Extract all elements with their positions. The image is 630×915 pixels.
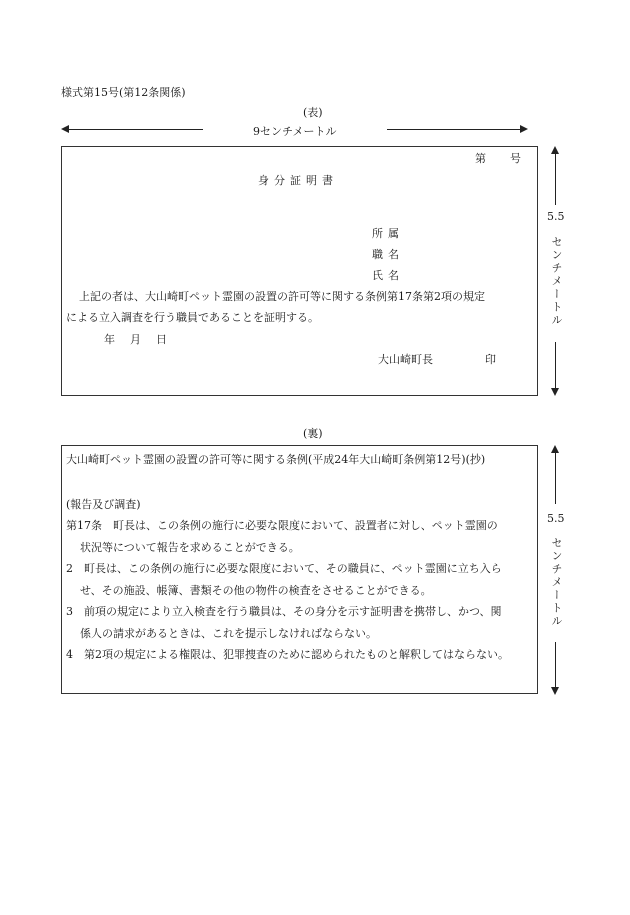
- arrow-down-icon: [551, 388, 559, 396]
- front-height-unit: センチメートル: [550, 236, 563, 327]
- name-label: 氏名: [372, 269, 404, 282]
- width-dimension-label: 9センチメートル: [253, 125, 337, 138]
- card-title: 身分証明書: [258, 174, 338, 187]
- law-title: 大山崎町ペット霊園の設置の許可等に関する条例(平成24年大山崎町条例第12号)(抄): [66, 453, 486, 466]
- front-height-number: 5.5: [547, 210, 565, 223]
- number-suffix: 号: [510, 152, 521, 165]
- paragraph-4-line-1: 4 第2項の規定による権限は、犯罪捜査のために認められたものと解釈してはならない。: [66, 648, 509, 661]
- back-height-number: 5.5: [547, 512, 565, 525]
- section-heading: (報告及び調査): [66, 498, 141, 511]
- affiliation-label: 所属: [372, 227, 404, 240]
- arrow-right-icon: [520, 125, 528, 133]
- width-dimension-line-left: [68, 129, 203, 130]
- certification-line-1: 上記の者は、大山崎町ペット霊園の設置の許可等に関する条例第17条第2項の規定: [79, 290, 485, 303]
- back-height-line-bottom: [555, 642, 556, 687]
- paragraph-3-line-2: 係人の請求があるときは、これを提示しなければならない。: [80, 627, 377, 640]
- issue-date: 年 月 日: [104, 333, 169, 346]
- front-height-line-top: [555, 153, 556, 205]
- certification-line-2: による立入調査を行う職員であることを証明する。: [66, 311, 319, 324]
- issuer-name: 大山崎町長: [378, 353, 433, 366]
- arrow-down-icon: [551, 687, 559, 695]
- article-17-line-1: 第17条 町長は、この条例の施行に必要な限度において、設置者に対し、ペット霊園の: [66, 519, 498, 532]
- paragraph-2-line-2: せ、その施設、帳簿、書類その他の物件の検査をさせることができる。: [80, 584, 432, 597]
- position-label: 職名: [372, 248, 404, 261]
- form-number: 様式第15号(第12条関係): [61, 86, 186, 99]
- article-17-line-2: 状況等について報告を求めることができる。: [80, 541, 300, 554]
- width-dimension-line-right: [387, 129, 521, 130]
- back-height-line-top: [555, 452, 556, 504]
- paragraph-2-line-1: 2 町長は、この条例の施行に必要な限度において、その職員に、ペット霊園に立ち入ら: [66, 562, 502, 575]
- back-side-label: (裏): [303, 427, 323, 440]
- number-prefix: 第: [475, 152, 486, 165]
- paragraph-3-line-1: 3 前項の規定により立入検査を行う職員は、その身分を示す証明書を携帯し、かつ、関: [66, 605, 502, 618]
- front-side-label: (表): [303, 106, 323, 119]
- back-height-unit: センチメートル: [550, 537, 563, 628]
- seal-mark: 印: [485, 353, 496, 366]
- front-height-line-bottom: [555, 342, 556, 388]
